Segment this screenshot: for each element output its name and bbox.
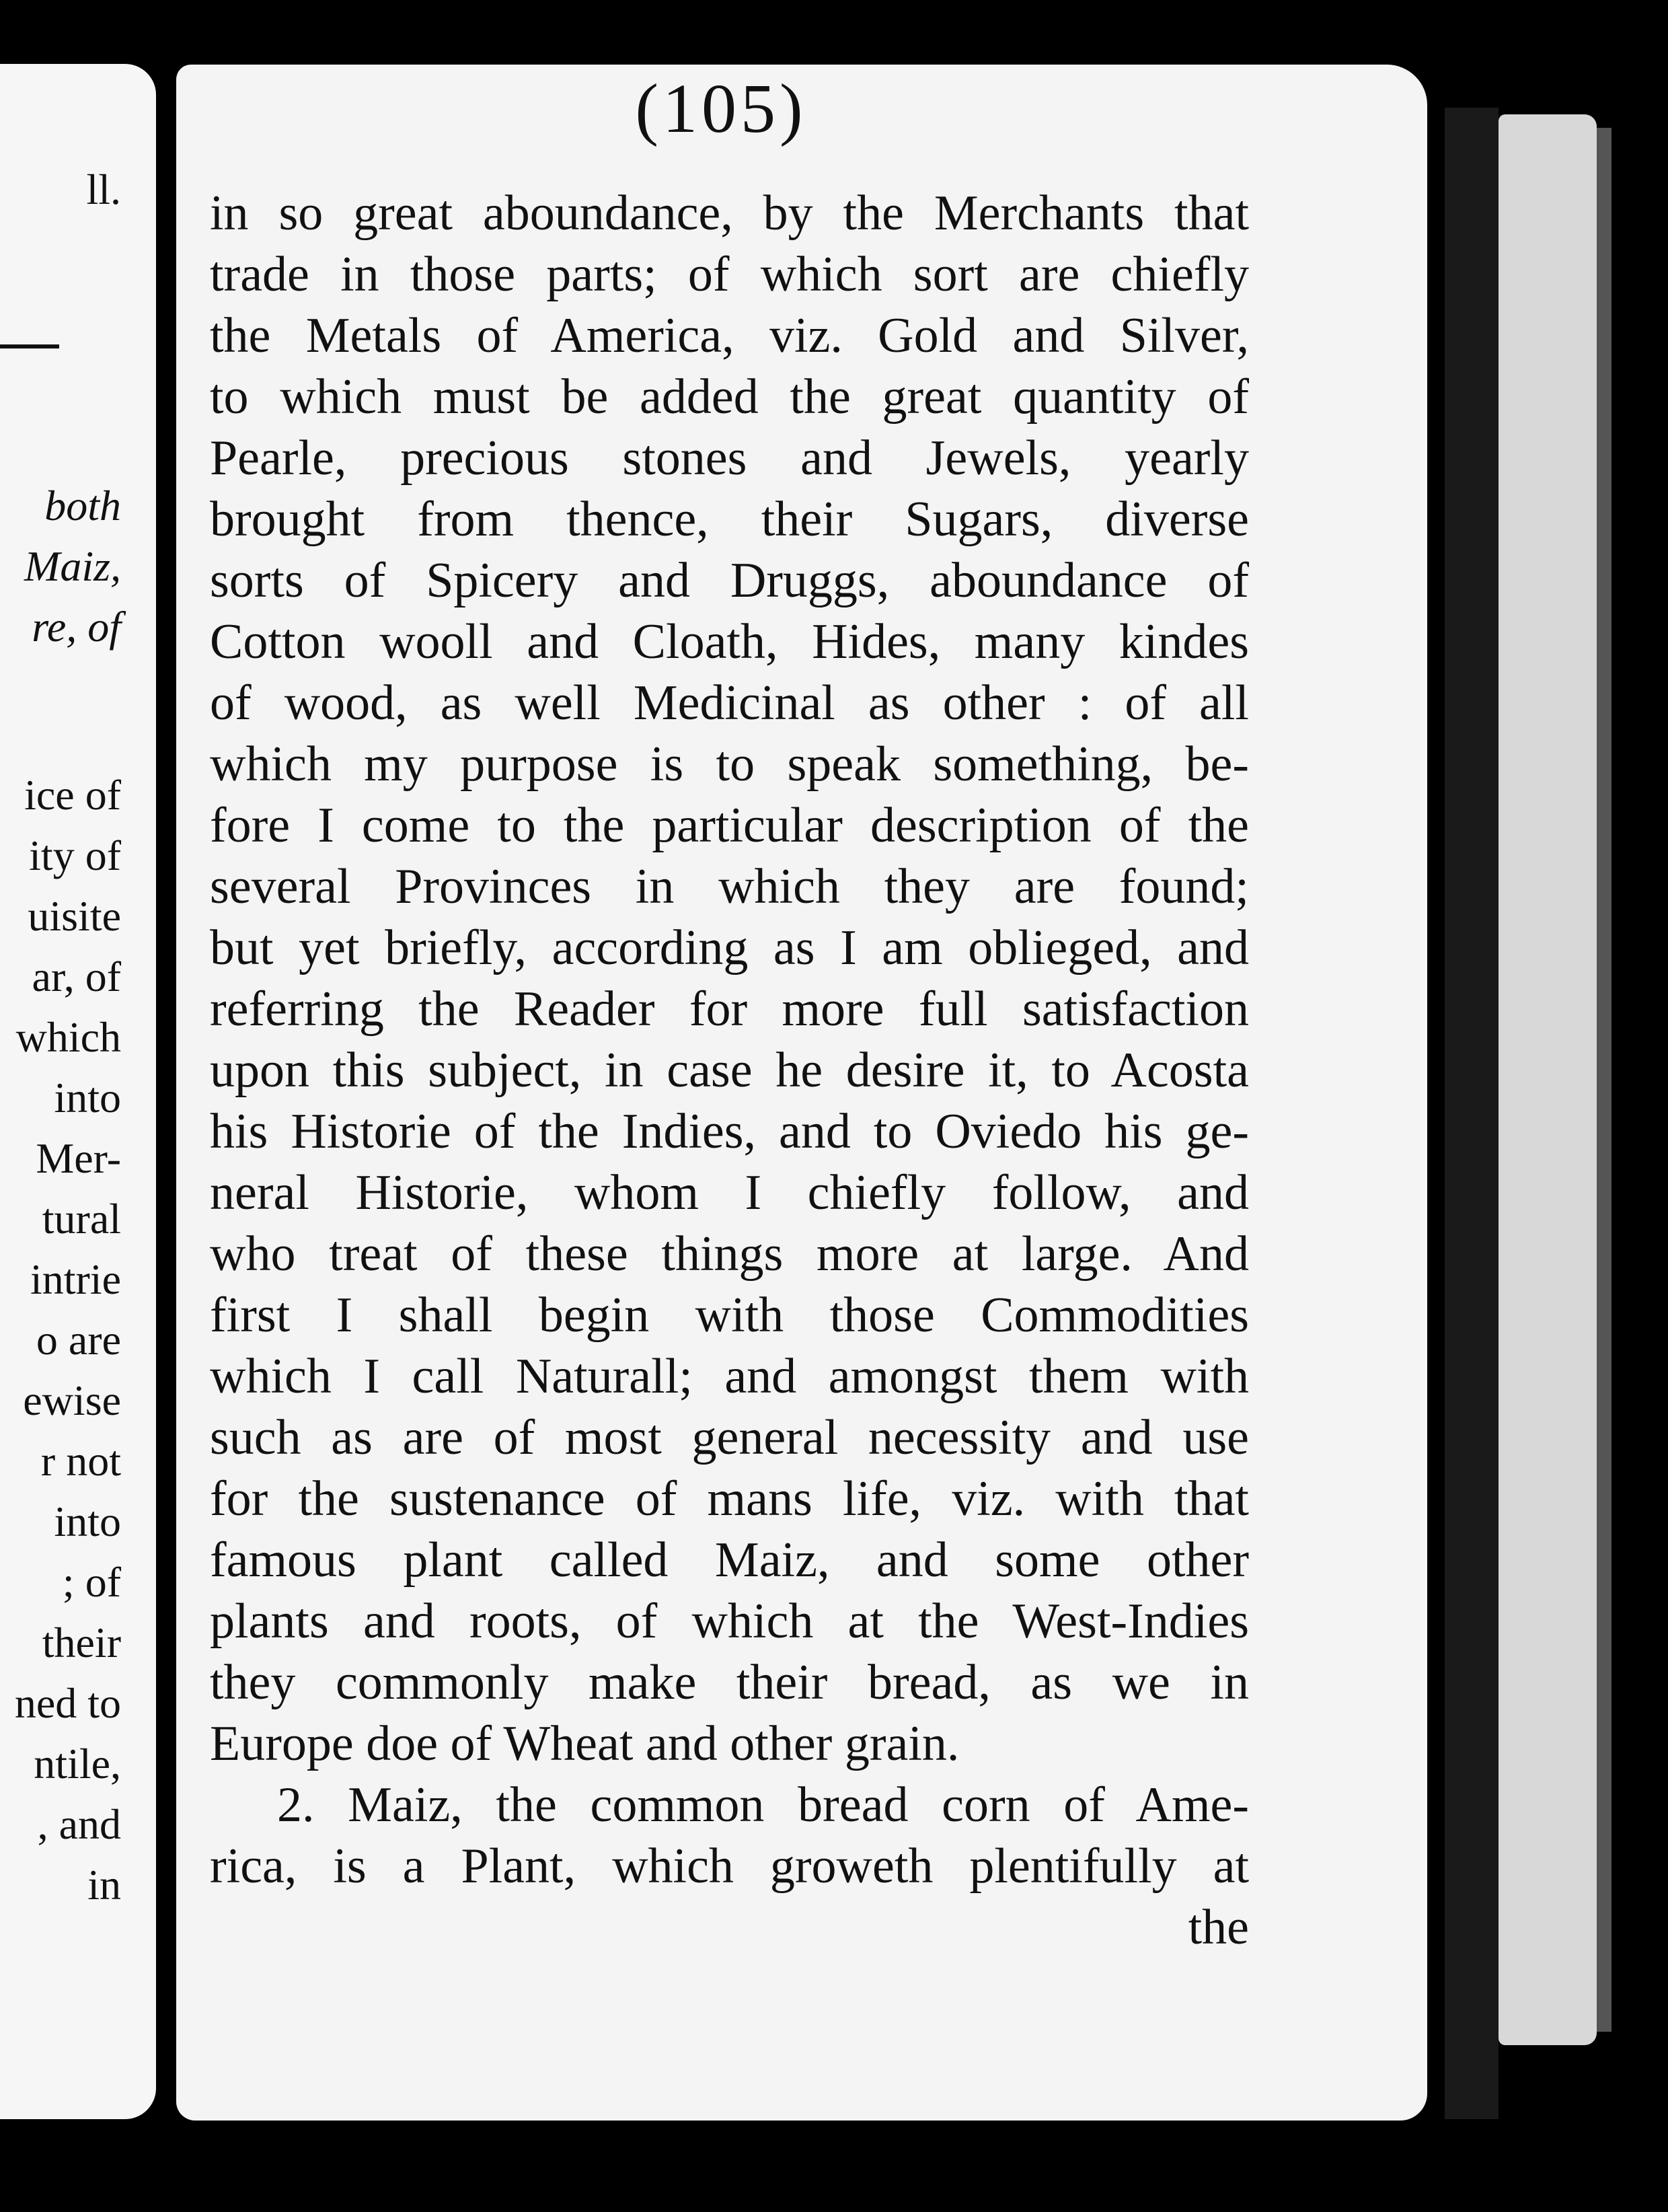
text-line: for the sustenance of mans life, viz. with that xyxy=(210,1471,1249,1526)
previous-page-line-fragment: tural xyxy=(42,1195,121,1243)
text-line: first I shall begin with those Commodities xyxy=(210,1288,1249,1343)
next-page-edge xyxy=(1499,114,1597,2045)
text-line: fore I come to the particular description of the xyxy=(210,798,1249,853)
text-line: upon this subject, in case he desire it, to Acosta xyxy=(210,1043,1249,1098)
text-line: rica, is a Plant, which groweth plentifully at xyxy=(210,1839,1249,1894)
text-line: which I call Naturall; and amongst them with xyxy=(210,1349,1249,1404)
page xyxy=(176,65,1427,2121)
text-line: neral Historie, whom I chiefly follow, and xyxy=(210,1165,1249,1220)
section-rule xyxy=(0,344,59,348)
previous-page-line-fragment: r not xyxy=(40,1437,121,1485)
text-line: trade in those parts; of which sort are chiefly xyxy=(210,247,1249,302)
text-line: brought from thence, their Sugars, diverse xyxy=(210,492,1249,547)
section-start-line: 2. Maiz, the common bread corn of Ame- xyxy=(277,1777,1249,1833)
previous-page-line-fragment: intrie xyxy=(30,1255,121,1303)
text-line: Europe doe of Wheat and other grain. xyxy=(210,1716,960,1771)
previous-page-line-fragment: ice of xyxy=(24,771,121,819)
text-line: referring the Reader for more full satisfaction xyxy=(210,982,1249,1037)
book-edge xyxy=(1445,108,1499,2119)
catchword: the xyxy=(1188,1900,1249,1955)
text-line: in so great aboundance, by the Merchants that xyxy=(210,186,1249,241)
previous-page-line-fragment: ity of xyxy=(29,832,121,879)
previous-page-fragment xyxy=(0,64,156,2119)
text-line: Pearle, precious stones and Jewels, yearly xyxy=(210,431,1249,486)
previous-page-line-fragment: which xyxy=(15,1013,121,1061)
text-line: of wood, as well Medicinal as other : of all xyxy=(210,675,1249,731)
previous-page-line-fragment: Maiz, xyxy=(24,542,121,590)
previous-page-line-fragment: ned to xyxy=(14,1679,121,1727)
text-line: such as are of most general necessity and use xyxy=(210,1410,1249,1465)
previous-page-line-fragment: ll. xyxy=(86,165,121,213)
previous-page-line-fragment: into xyxy=(54,1074,121,1121)
previous-page-line-fragment: re, of xyxy=(32,603,121,651)
text-line: the Metals of America, viz. Gold and Silver, xyxy=(210,308,1249,363)
text-line: but yet briefly, according as I am oblieged, and xyxy=(210,920,1249,975)
previous-page-line-fragment: Mer- xyxy=(36,1134,121,1182)
body-text xyxy=(210,183,1249,1958)
text-line: who treat of these things more at large. And xyxy=(210,1226,1249,1282)
text-line: to which must be added the great quantity of xyxy=(210,369,1249,425)
page-number: (105) xyxy=(635,70,807,147)
previous-page-line-fragment: ntile, xyxy=(34,1740,121,1787)
text-line: famous plant called Maiz, and some other xyxy=(210,1533,1249,1588)
previous-page-line-fragment: ar, of xyxy=(32,953,121,1000)
previous-page-line-fragment: both xyxy=(44,482,121,529)
previous-page-line-fragment: o are xyxy=(36,1316,121,1364)
previous-page-line-fragment: in xyxy=(87,1861,121,1909)
previous-page-line-fragment: uisite xyxy=(28,892,121,940)
text-line: several Provinces in which they are found; xyxy=(210,859,1249,914)
previous-page-line-fragment: ; of xyxy=(62,1558,121,1606)
text-line: his Historie of the Indies, and to Oviedo his ge- xyxy=(210,1104,1249,1159)
text-line: Cotton wooll and Cloath, Hides, many kindes xyxy=(210,614,1249,669)
text-line: plants and roots, of which at the West-Indies xyxy=(210,1594,1249,1649)
previous-page-line-fragment: into xyxy=(54,1498,121,1545)
text-line: which my purpose is to speak something, be- xyxy=(210,737,1249,792)
text-line: sorts of Spicery and Druggs, aboundance of xyxy=(210,553,1249,608)
book-gutter xyxy=(156,0,176,2212)
previous-page-line-fragment: ewise xyxy=(23,1376,121,1424)
page-stack-shadow xyxy=(1597,128,1612,2032)
text-line: they commonly make their bread, as we in xyxy=(210,1655,1249,1710)
previous-page-line-fragment: their xyxy=(42,1619,121,1666)
previous-page-line-fragment: , and xyxy=(37,1800,121,1848)
